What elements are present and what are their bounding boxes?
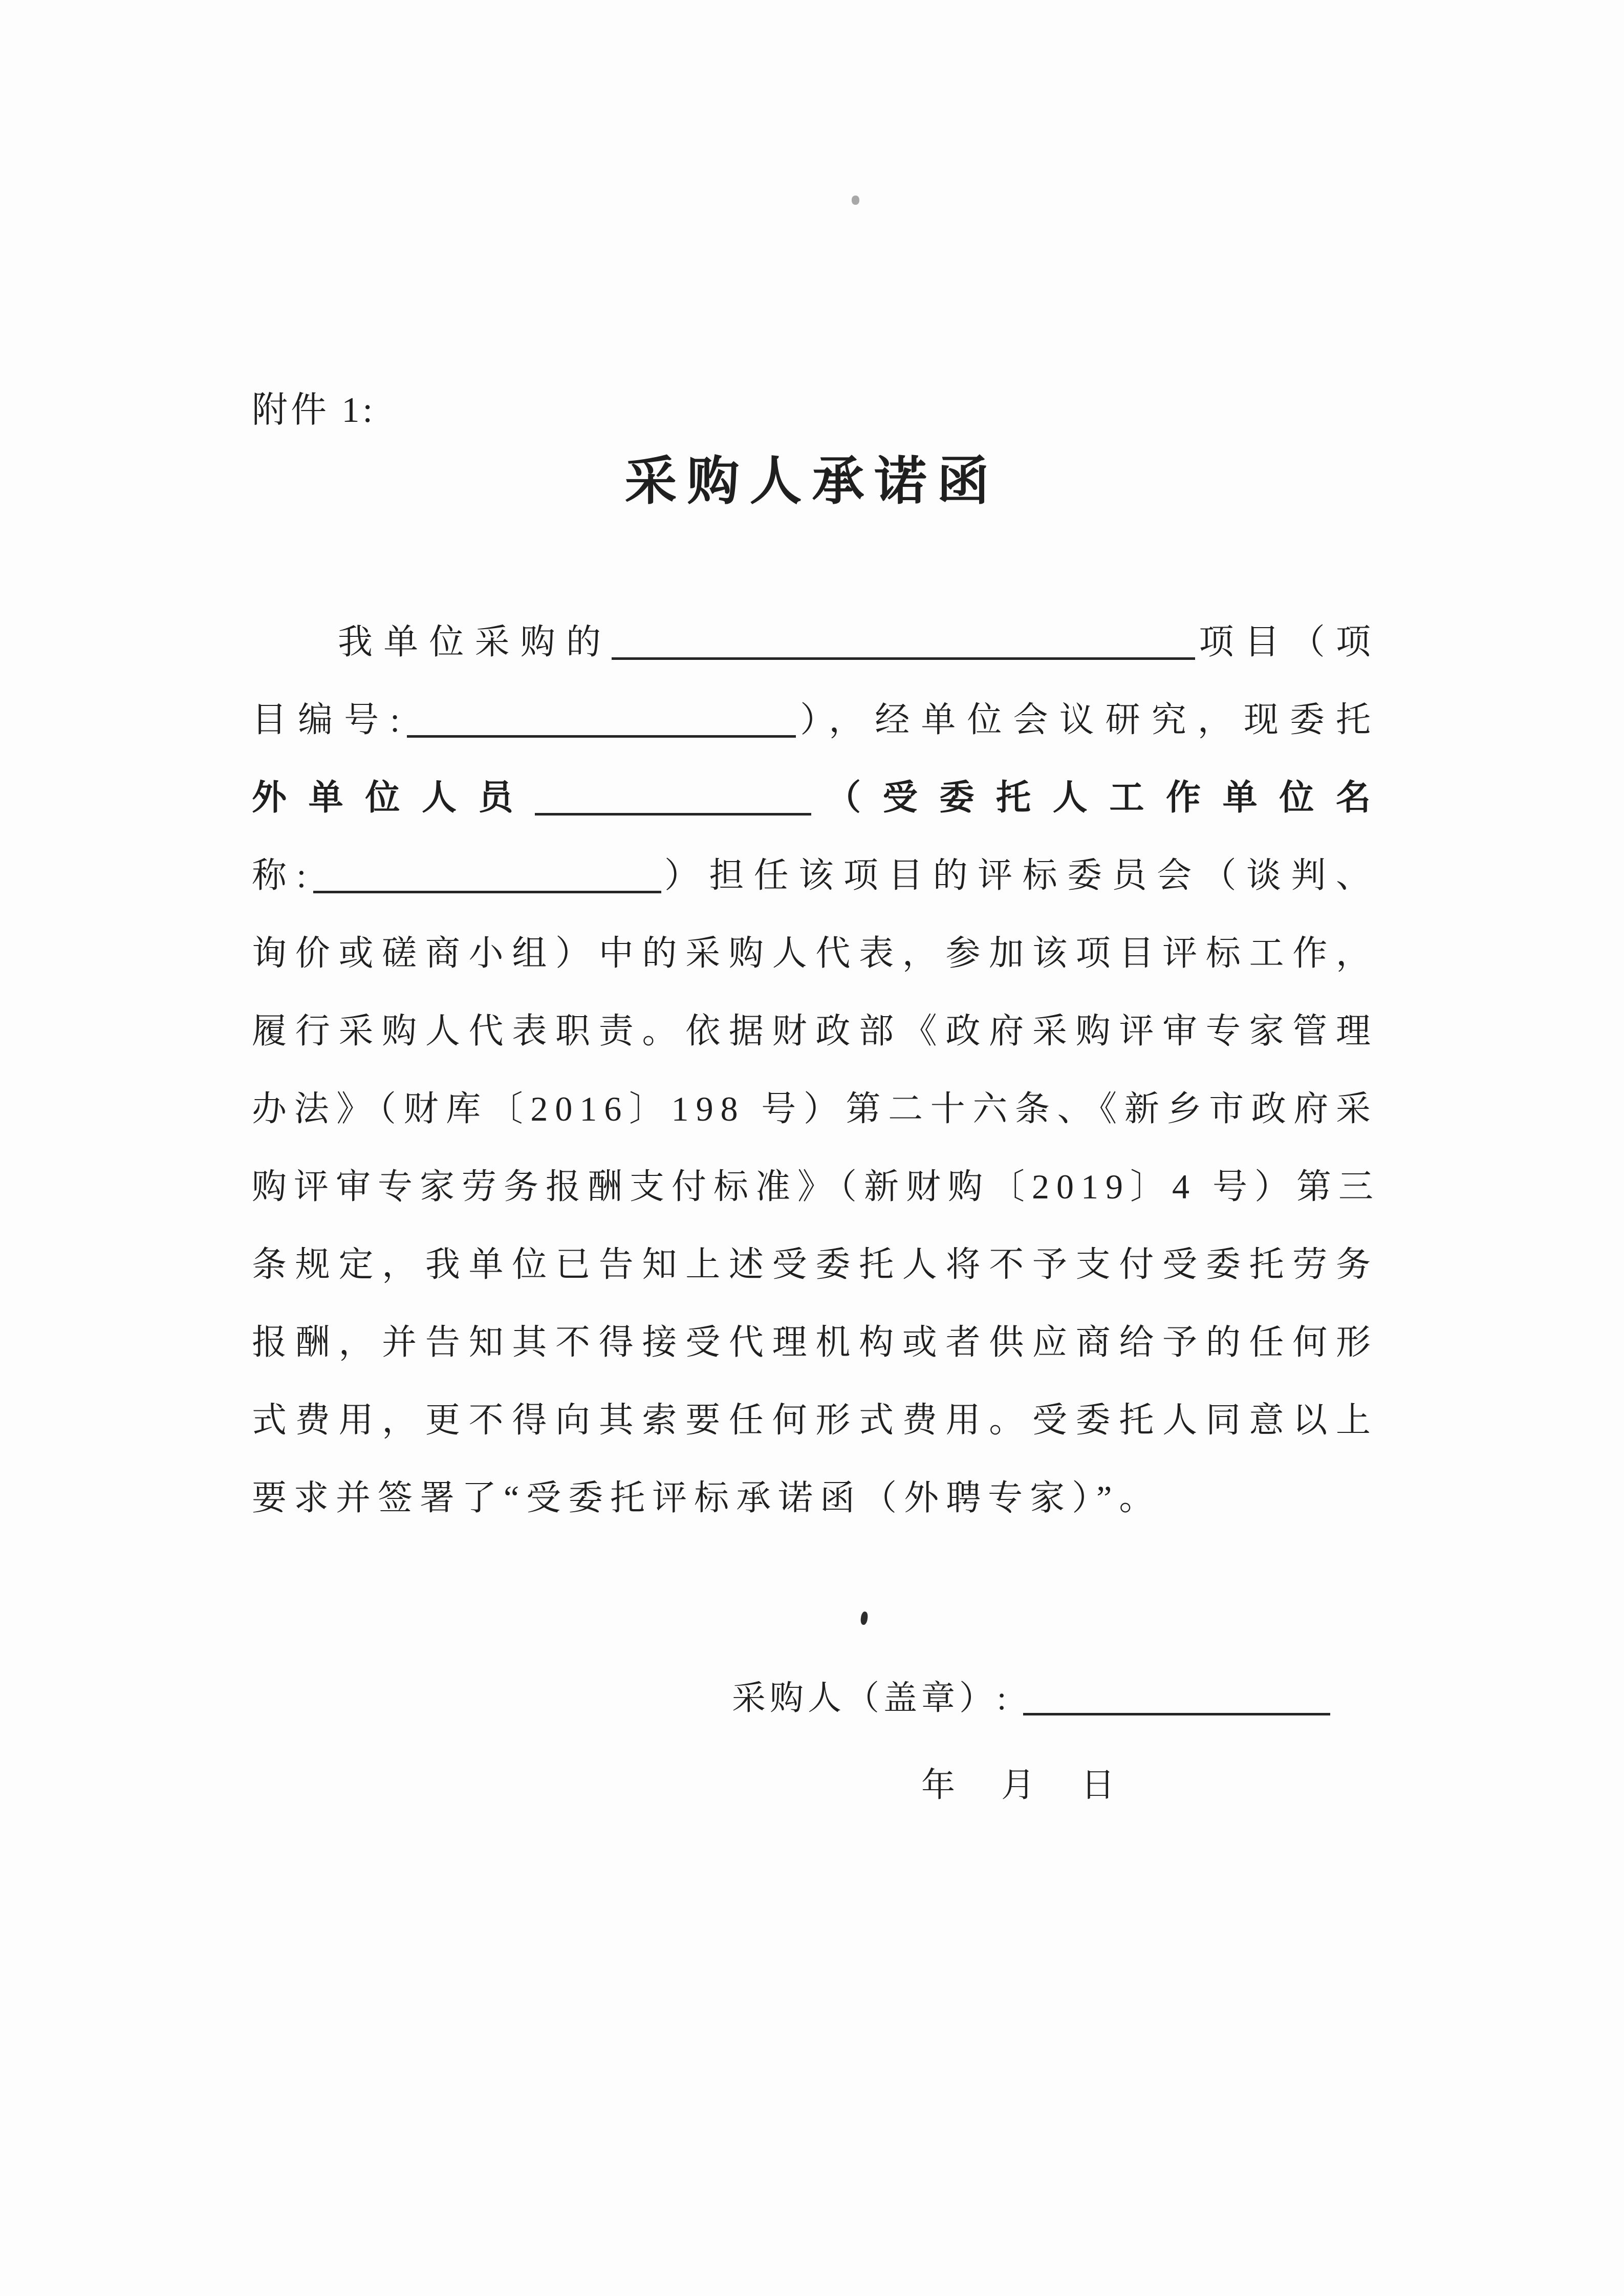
body-line: 办法》（财库〔2016〕198 号）第二十六条、《新乡市政府采 — [252, 1089, 1378, 1128]
document-body — [252, 603, 1381, 1537]
line-text: ），经单位会议研究，现委托 — [796, 700, 1378, 739]
line-text: ）担任该项目的评标委员会（谈判、 — [661, 856, 1378, 895]
attachment-label: 附件 1: — [252, 391, 376, 430]
body-line: 履行采购人代表职责。依据财政部《政府采购评审专家管理 — [252, 1012, 1378, 1050]
line-text: 项目（项 — [1195, 623, 1378, 661]
body-line: 要求并签署了“受委托评标承诺函（外聘专家）”。 — [252, 1478, 1161, 1517]
blank-project-name — [612, 639, 1195, 660]
body-line: 条规定，我单位已告知上述受委托人将不予支付受委托劳务 — [252, 1245, 1378, 1284]
blank-purchaser-stamp — [1023, 1694, 1330, 1715]
scan-speck — [860, 1611, 868, 1625]
line-text: 我单位采购的 — [338, 623, 612, 661]
body-line — [252, 603, 1378, 681]
signature-row — [732, 1673, 1330, 1724]
line-text: 目编号: — [252, 700, 407, 739]
body-line: 报酬，并告知其不得接受代理机构或者供应商给予的任何形 — [252, 1323, 1378, 1362]
body-line — [252, 759, 1378, 836]
body-line: 购评审专家劳务报酬支付标准》（新财购〔2019〕4 号）第三 — [252, 1167, 1381, 1206]
line-text: （受委托人工作单位名 — [811, 778, 1378, 817]
blank-delegate-name — [535, 795, 811, 816]
document-title: 采购人承诺函 — [624, 453, 1000, 511]
date-line: 年 月 日 — [921, 1767, 1121, 1804]
body-line — [252, 681, 1378, 759]
line-text: 称: — [252, 856, 314, 895]
blank-work-unit-name — [313, 872, 661, 893]
body-line: 询价或磋商小组）中的采购人代表，参加该项目评标工作， — [252, 934, 1378, 973]
body-line — [252, 836, 1378, 914]
line-text: 外单位人员 — [252, 778, 535, 817]
blank-project-number — [407, 717, 796, 738]
scan-speck — [852, 196, 859, 205]
purchaser-stamp-label: 采购人（盖章）: — [732, 1680, 1011, 1717]
body-line: 式费用，更不得向其索要任何形式费用。受委托人同意以上 — [252, 1401, 1378, 1440]
